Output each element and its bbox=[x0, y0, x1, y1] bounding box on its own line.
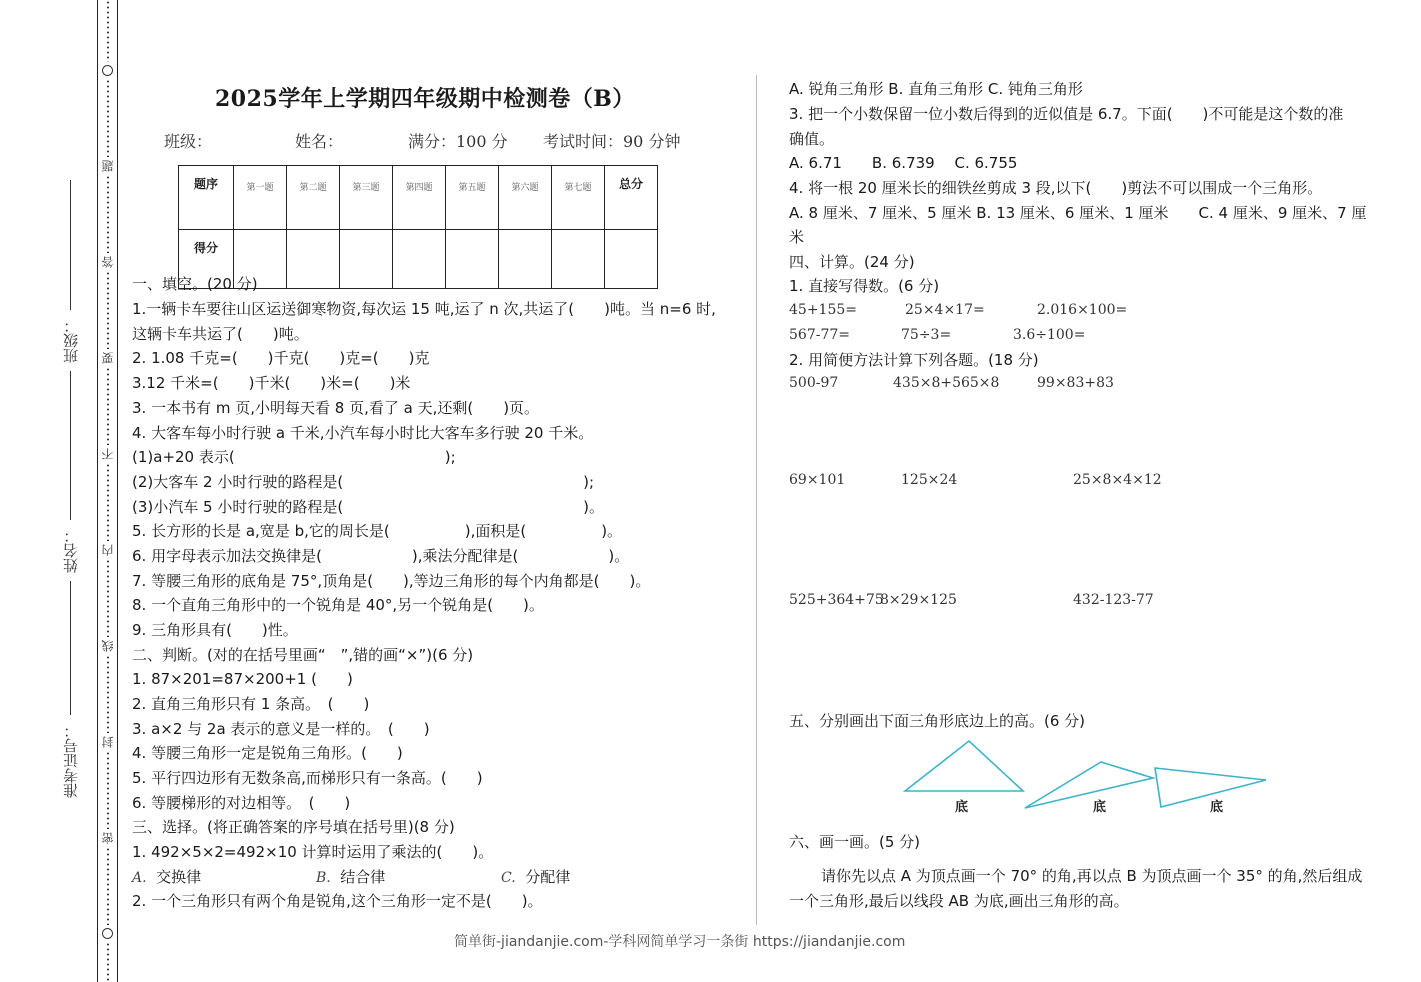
question-options: 米 bbox=[789, 228, 805, 246]
triangle-2 bbox=[1025, 762, 1153, 808]
calc-item: 500-97 bbox=[789, 375, 839, 391]
seal-char: 内 bbox=[100, 544, 115, 556]
subsection-heading: 2. 用简便方法计算下列各题。(18 分) bbox=[789, 351, 1039, 369]
calc-item: 525+364+75 bbox=[789, 592, 884, 608]
question-options: A. 8 厘米、7 厘米、5 厘米 B. 13 厘米、6 厘米、1 厘米 C. 4 厘米、9 厘米、7 厘 bbox=[789, 204, 1367, 222]
calc-item: 99×83+83 bbox=[1037, 375, 1114, 391]
base-label: 底 bbox=[1093, 800, 1107, 815]
question-line: 3. 把一个小数保留一位小数后得到的近似值是 6.7。下面( )不可能是这个数的准 bbox=[789, 105, 1344, 123]
col-q1: 第一题 bbox=[234, 166, 287, 230]
section-2-heading: 二、判断。(对的在括号里画“ ”,错的画“×”)(6 分) bbox=[132, 646, 474, 664]
question-line: 3. a×2 与 2a 表示的意义是一样的。 ( ) bbox=[132, 720, 430, 738]
question-line: 请你先以点 A 为顶点画一个 70° 的角,再以点 B 为顶点画一个 35° 的角,然后组成 bbox=[821, 867, 1363, 885]
seal-char: 线 bbox=[100, 640, 115, 652]
question-line: 3. 一本书有 m 页,小明每天看 8 页,看了 a 天,还剩( )页。 bbox=[132, 399, 540, 417]
col-q6: 第六题 bbox=[499, 166, 552, 230]
question-line: 9. 三角形具有( )性。 bbox=[132, 621, 298, 639]
calc-item: 45+155= bbox=[789, 302, 857, 318]
question-line: 2. 直角三角形只有 1 条高。 ( ) bbox=[132, 695, 370, 713]
base-label: 底 bbox=[1210, 800, 1224, 815]
exam-time: 考试时间：90 分钟 bbox=[543, 132, 681, 151]
question-line: 3.12 千米=( )千米( )米=( )米 bbox=[132, 374, 411, 392]
section-6-heading: 六、画一画。(5 分) bbox=[789, 833, 921, 851]
question-line: 2. 一个三角形只有两个角是锐角,这个三角形一定不是( )。 bbox=[132, 892, 543, 910]
col-q7: 第七题 bbox=[552, 166, 605, 230]
calc-item: 75÷3= bbox=[901, 327, 952, 343]
calc-item: 69×101 bbox=[789, 472, 846, 488]
section-1-heading: 一、填空。(20 分) bbox=[132, 275, 258, 293]
question-line: (2)大客车 2 小时行驶的路程是( ); bbox=[132, 473, 595, 491]
option-text: 分配律 bbox=[525, 868, 571, 886]
triangle-1 bbox=[905, 741, 1023, 791]
calc-item: 435×8+565×8 bbox=[893, 375, 1000, 391]
question-line: 1.一辆卡车要往山区运送御寒物资,每次运 15 吨,运了 n 次,共运了( )吨。当 n=6 时, bbox=[132, 300, 716, 318]
seal-char: 题 bbox=[100, 160, 115, 172]
question-line: 1. 87×201=87×200+1 ( ) bbox=[132, 670, 353, 688]
row-label-score: 得分 bbox=[179, 230, 234, 289]
col-total: 总分 bbox=[605, 166, 658, 230]
question-line: 6. 等腰梯形的对边相等。 ( ) bbox=[132, 794, 351, 812]
exam-id-field-label: 准考证号： bbox=[61, 723, 80, 798]
question-line: (1)a+20 表示( ); bbox=[132, 448, 456, 466]
col-q2: 第二题 bbox=[287, 166, 340, 230]
question-line: 4. 将一根 20 厘米长的细铁丝剪成 3 段,以下( )剪法不可以围成一个三角形。 bbox=[789, 179, 1323, 197]
col-q5: 第五题 bbox=[446, 166, 499, 230]
class-label: 班级： bbox=[164, 132, 213, 151]
subsection-heading: 1. 直接写得数。(6 分) bbox=[789, 277, 940, 295]
question-line: 5. 长方形的长是 a,宽是 b,它的周长是( ),面积是( )。 bbox=[132, 522, 623, 540]
option-text: 交换律 bbox=[156, 868, 202, 886]
section-3-heading: 三、选择。(将正确答案的序号填在括号里)(8 分) bbox=[132, 818, 455, 836]
question-line: 一个三角形,最后以线段 AB 为底,画出三角形的高。 bbox=[789, 892, 1129, 910]
seal-char: 要 bbox=[100, 352, 115, 364]
calc-item: 2.016×100= bbox=[1037, 302, 1128, 318]
option-key: A. bbox=[132, 870, 147, 886]
question-options: A. 6.71 B. 6.739 C. 6.755 bbox=[789, 154, 1018, 172]
footer-watermark: 简单街-jiandanjie.com-学科网简单学习一条街 https://jiandanjie.com bbox=[454, 934, 906, 950]
calc-item: 25×8×4×12 bbox=[1073, 472, 1162, 488]
option-text: 结合律 bbox=[340, 868, 386, 886]
seal-char: 不 bbox=[100, 448, 115, 460]
question-line: (3)小汽车 5 小时行驶的路程是( )。 bbox=[132, 498, 605, 516]
option-key: C. bbox=[501, 870, 516, 886]
question-line: 7. 等腰三角形的底角是 75°,顶角是( ),等边三角形的每个内角都是( )。 bbox=[132, 572, 651, 590]
row-label-question-no: 题序 bbox=[179, 166, 234, 230]
calc-item: 125×24 bbox=[901, 472, 958, 488]
calc-item: 567-77= bbox=[789, 327, 850, 343]
page-title: 2025学年上学期四年级期中检测卷（B） bbox=[215, 86, 635, 112]
question-line: 这辆卡车共运了( )吨。 bbox=[132, 325, 309, 343]
base-label: 底 bbox=[955, 800, 969, 815]
col-q4: 第四题 bbox=[393, 166, 446, 230]
seal-char: 答 bbox=[100, 256, 115, 268]
seal-char: 密 bbox=[100, 832, 115, 844]
name-label: 姓名： bbox=[295, 132, 344, 151]
col-q3: 第三题 bbox=[340, 166, 393, 230]
question-line: 4. 大客车每小时行驶 a 千米,小汽车每小时比大客车多行驶 20 千米。 bbox=[132, 424, 594, 442]
calc-item: 25×4×17= bbox=[905, 302, 985, 318]
class-field-label: 班级： bbox=[61, 318, 80, 363]
calc-item: 8×29×125 bbox=[880, 592, 957, 608]
question-line: 4. 等腰三角形一定是锐角三角形。( ) bbox=[132, 744, 403, 762]
question-options: A. 锐角三角形 B. 直角三角形 C. 钝角三角形 bbox=[789, 80, 1083, 98]
name-field-label: 姓名： bbox=[61, 528, 80, 573]
question-line: 5. 平行四边形有无数条高,而梯形只有一条高。( ) bbox=[132, 769, 483, 787]
section-4-heading: 四、计算。(24 分) bbox=[789, 253, 915, 271]
question-line: 2. 1.08 千克=( )千克( )克=( )克 bbox=[132, 349, 430, 367]
question-line: 6. 用字母表示加法交换律是( ),乘法分配律是( )。 bbox=[132, 547, 630, 565]
section-5-heading: 五、分别画出下面三角形底边上的高。(6 分) bbox=[789, 712, 1086, 730]
calc-item: 3.6÷100= bbox=[1013, 327, 1086, 343]
question-line: 确值。 bbox=[789, 130, 835, 148]
full-score: 满分：100 分 bbox=[408, 132, 508, 151]
question-line: 1. 492×5×2=492×10 计算时运用了乘法的( )。 bbox=[132, 843, 494, 861]
option-key: B. bbox=[316, 870, 331, 886]
question-line: 8. 一个直角三角形中的一个锐角是 40°,另一个锐角是( )。 bbox=[132, 596, 544, 614]
seal-char: 封 bbox=[100, 736, 115, 748]
calc-item: 432-123-77 bbox=[1073, 592, 1154, 608]
